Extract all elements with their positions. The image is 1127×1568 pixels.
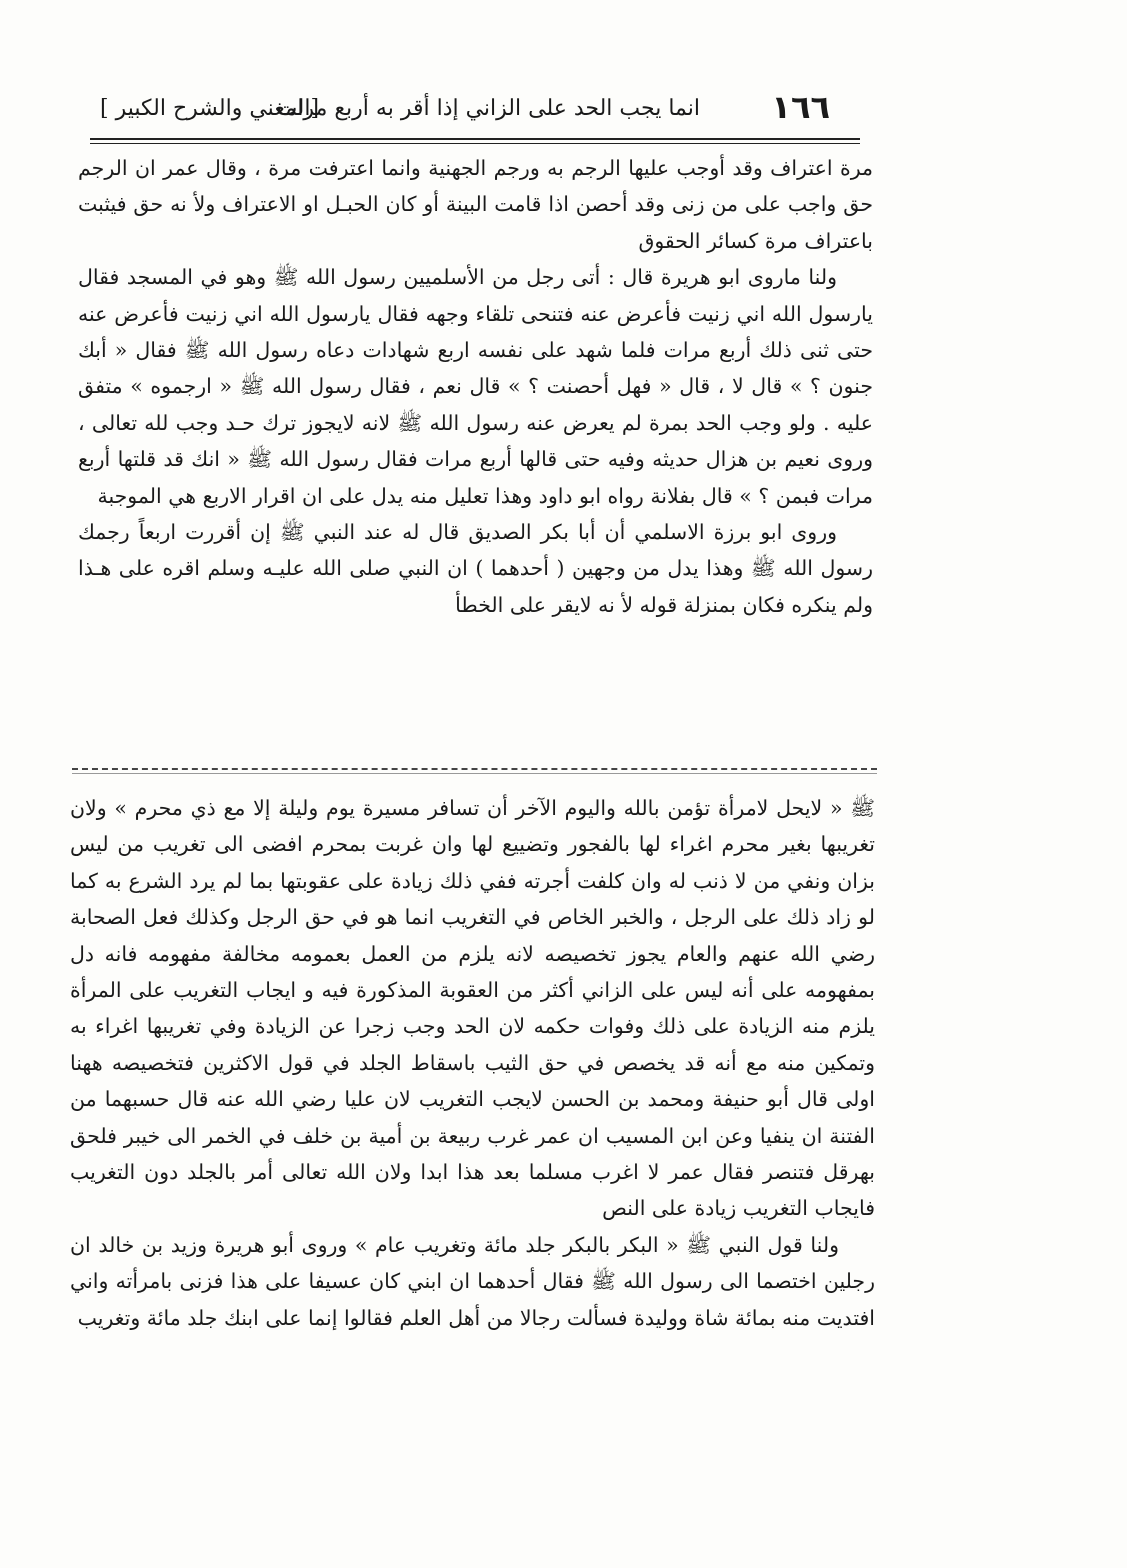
running-title: انما يجب الحد على الزاني إذا أقر به أربع مرات (276, 96, 700, 121)
section-separator (72, 768, 877, 770)
paragraph: ولنا ماروى ابو هريرة قال : أتى رجل من الأسلميين رسول الله ﷺ وهو في المسجد فقال يارسول الله اني زنيت فأعرض عنه فتنحى تلقاء وجهه فقال يارسول الله اني زنيت فأعرض عنه حتى ثنى ذلك أربع مرات فلما شهد على نفسه اربع شهادات دعاه رسول الله ﷺ فقال « أبك جنون ؟ » قال لا ، قال « فهل أحصنت ؟ » قال نعم ، فقال رسول الله ﷺ « ارجموه » متفق عليه . ولو وجب الحد بمرة لم يعرض عنه رسول الله ﷺ لانه لايجوز ترك حـد وجب لله تعالى ، وروى نعيم بن هزال حديثه وفيه حتى قالها أربع مرات فقال رسول الله ﷺ « انك قد قلتها أربع مرات فبمن ؟ » قال بفلانة رواه ابو داود وهذا تعليل منه يدل على ان اقرار الاربع هي الموجبة (78, 265, 873, 508)
header-rule (90, 138, 860, 140)
header-rule-thin (90, 143, 860, 144)
section-separator-thin (72, 773, 877, 774)
commentary-text-section (70, 790, 875, 1336)
book-title: [المغني والشرح الكبير ] (100, 96, 320, 121)
page-header (100, 88, 850, 136)
paragraph: ﷺ « لايحل لامرأة تؤمن بالله واليوم الآخر أن تسافر مسيرة يوم وليلة إلا مع ذي محرم » ولان تغريبها بغير محرم اغراء لها بالفجور وتضييع لها وان غربت بمحرم افضى الى تغريب من ليس بزان ونفي من لا ذنب له وان كلفت أجرته ففي ذلك زيادة على عقوبتها بما لم يرد الشرع به كما لو زاد ذلك على الرجل ، والخبر الخاص في التغريب انما هو في حق الرجل وكذلك فعل الصحابة رضي الله عنهم والعام يجوز تخصيصه لانه يلزم من العمل بعمومه مخالفة مفهومه فانه دل بمفهومه على أنه ليس على الزاني أكثر من العقوبة المذكورة فيه و ايجاب التغريب على المرأة يلزم منه الزيادة على ذلك وفوات حكمه لان الحد وجب زجرا عن الزيادة وفي تغريبها اغراء به وتمكين منه مع أنه قد يخصص في حق الثيب باسقاط الجلد في قول الاكثرين فتخصيصه ههنا اولى قال أبو حنيفة ومحمد بن الحسن لايجب التغريب لان عليا رضي الله عنه قال حسبهما من الفتنة ان ينفيا وعن ابن المسيب ان عمر غرب ربيعة بن أمية بن خلف في الخمر الى خيبر فلحق بهرقل فتنصر فقال عمر لا اغرب مسلما بعد هذا ابدا ولان الله تعالى أمر بالجلد دون التغريب فايجاب التغريب زيادة على النص (70, 796, 875, 1221)
main-text-section (78, 150, 873, 623)
paragraph: ولنا قول النبي ﷺ « البكر بالبكر جلد مائة وتغريب عام » وروى أبو هريرة وزيد بن خالد ان رجلين اختصما الى رسول الله ﷺ فقال أحدهما ان ابني كان عسيفا على هذا فزنى بامرأته واني افتديت منه بمائة شاة ووليدة فسألت رجالا من أهل العلم فقالوا إنما على ابنك جلد مائة وتغريب (70, 1232, 875, 1330)
page-number: ١٦٦ (771, 88, 830, 126)
paragraph: وروى ابو برزة الاسلمي أن أبا بكر الصديق قال له عند النبي ﷺ إن أقررت اربعاً رجمك رسول الله ﷺ وهذا يدل من وجهين ( أحدهما ) ان النبي صلى الله عليـه وسلم اقره على هـذا ولم ينكره فكان بمنزلة قوله لأ نه لايقر على الخطأ (78, 520, 874, 617)
paragraph: مرة اعتراف وقد أوجب عليها الرجم به ورجم الجهنية وانما اعترفت مرة ، وقال عمر ان الرجم حق واجب على من زنى وقد أحصن اذا قامت البينة أو كان الحبـل او الاعتراف ولأ نه حق فيثبت باعتراف مرة كسائر الحقوق (78, 156, 873, 253)
